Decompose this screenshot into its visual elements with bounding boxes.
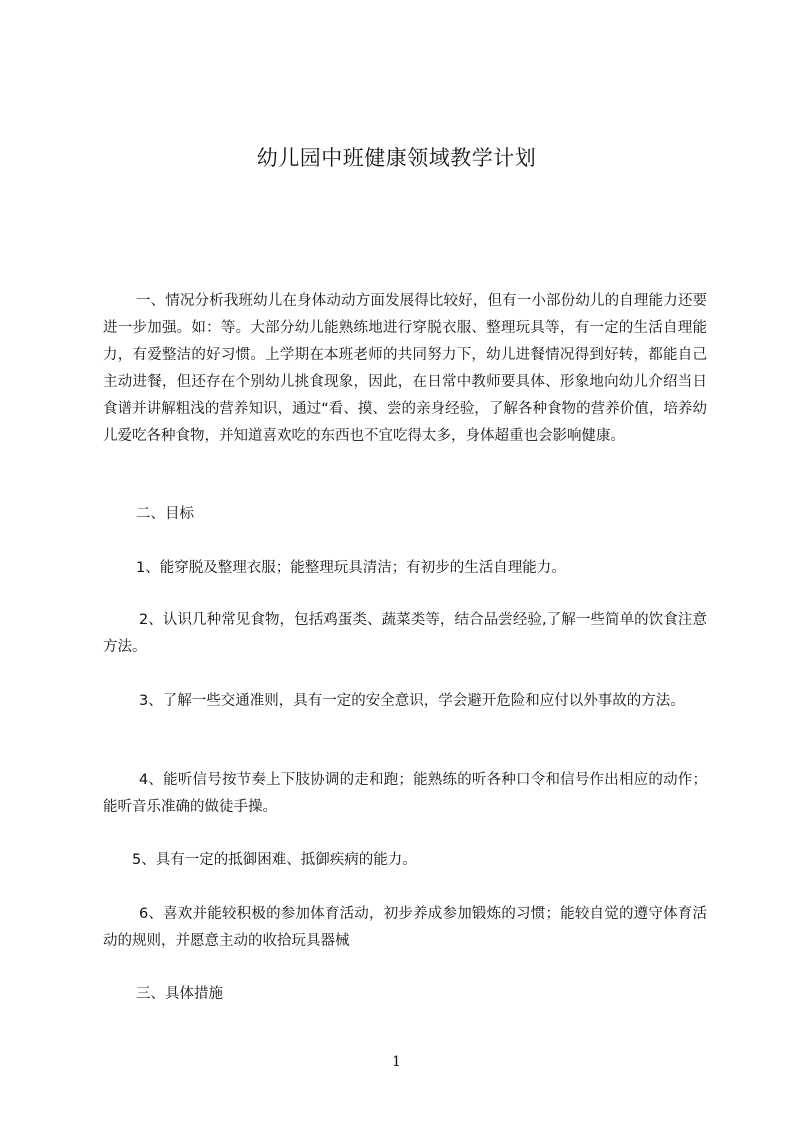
goal-item-5: 5、具有一定的抵御困难、抵御疾病的能力。 xyxy=(132,852,417,868)
goal-item-4: 4、能听信号按节奏上下肢协调的走和跑；能熟练的听各种口令和信号作出相应的动作；能听音乐准确的做徒手操。 xyxy=(103,772,707,815)
page-number: 1 xyxy=(392,1054,401,1070)
situation-analysis-paragraph: 一、情况分析我班幼儿在身体动动方面发展得比较好，但有一小部份幼儿的自理能力还要进一步加强。如：等。大部分幼儿能熟练地进行穿脱衣服、整理玩具等，有一定的生活自理能力，有爱整洁的好习惯。上学期在本班老师的共同努力下，幼儿进餐情况得到好转，都能自己主动进餐，但还存在个别幼儿挑食现象，因此，在日常中教师要具体、形象地向幼儿介绍当日食谱并讲解粗浅的营养知识，通过“看、摸、尝的亲身经验，了解各种食物的营养价值，培养幼儿爱吃各种食物，并知道喜欢吃的东西也不宜吃得太多，身体超重也会影响健康。 xyxy=(103,293,707,444)
goal-item-6: 6、喜欢并能较积极的参加体育活动，初步养成参加锻炼的习惯；能较自觉的遵守体育活动的规则，并愿意主动的收拾玩具器械 xyxy=(103,906,707,949)
goal-item-2: 2、认识几种常见食物，包括鸡蛋类、蔬菜类等，结合品尝经验,了解一些简单的饮食注意方法。 xyxy=(103,612,707,655)
measures-heading: 三、具体措施 xyxy=(136,986,223,1002)
goals-heading: 二、目标 xyxy=(136,506,194,522)
goal-item-1: 1、能穿脱及整理衣服；能整理玩具清洁；有初步的生活自理能力。 xyxy=(136,560,566,576)
document-title: 幼儿园中班健康领域教学计划 xyxy=(256,146,537,170)
goal-item-3: 3、了解一些交通准则，具有一定的安全意识，学会避开危险和应付以外事故的方法。 xyxy=(139,693,685,709)
